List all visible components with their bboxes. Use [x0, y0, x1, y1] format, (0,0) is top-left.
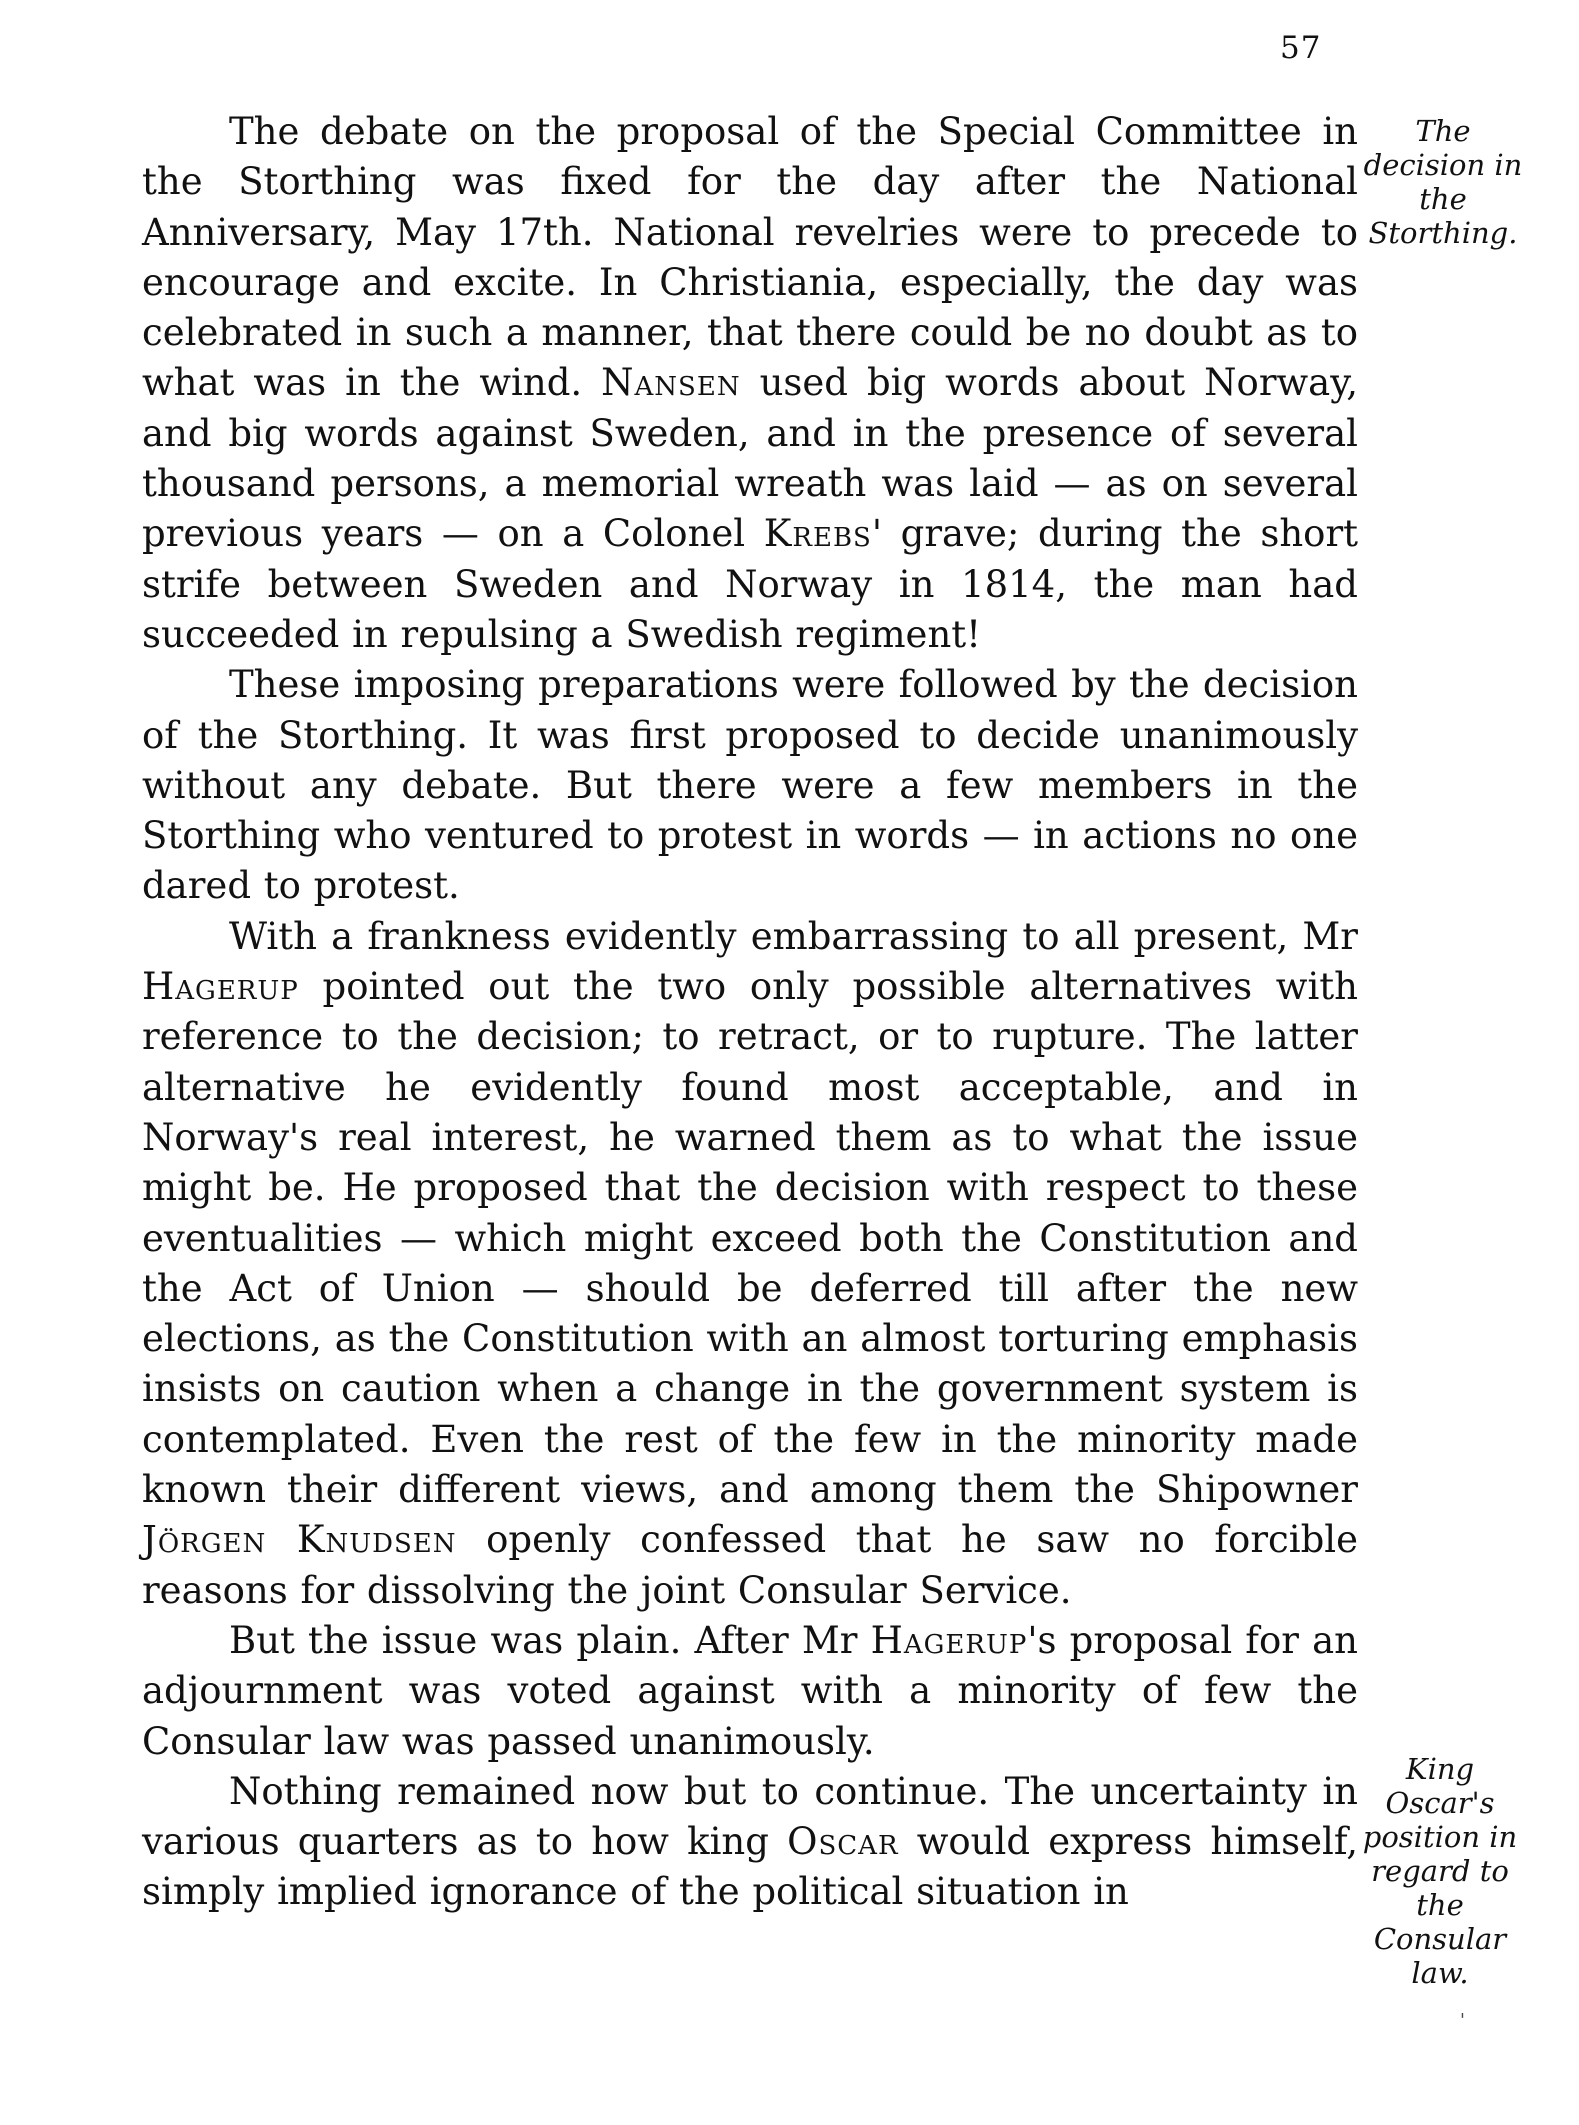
text-run: pointed out the two only possible alternatives with reference to the decision; to retract, or to rupture. The latter alternative he evidently found most acceptable, and in Norway's real interest, he warned them as to what the issue might be. He proposed that the decision with respect to these eventualities — which might exceed both the Constitution and the Act of Union — should be deferred till after the new elections, as the Constitution with an almost torturing emphasis insists on caution when a change in the government system is contemplated. Even the rest of the few in the minority made known their different views, and among them the Shipowner	[142, 965, 1358, 1512]
name-hagerup: Hagerup	[142, 965, 299, 1009]
margin-note-king-oscar: King Oscar's position in regard to the Consular law.	[1362, 1752, 1518, 1990]
name-hagerup: Hagerup	[870, 1618, 1028, 1662]
page-number: 57	[1280, 30, 1322, 66]
paragraph-debate	[142, 107, 1358, 660]
body-text	[142, 107, 1358, 1918]
text-run: But the issue was plain. After Mr	[229, 1618, 871, 1662]
text-run: openly confessed that he saw no forcible reasons for dissolving the joint Consular Service.	[142, 1518, 1358, 1612]
text-run: The debate on the proposal of the Special Committee in the Storthing was fixed for the day after the National Anniversary, May 17th. National revelries were to precede to encourage and excite. In Christiania, especially, the day was celebrated in such a manner, that there could be no doubt as to what was in the wind.	[142, 110, 1358, 405]
text-run: Nothing remained now but to continue. The uncertainty in various quarters as to how king	[142, 1769, 1358, 1864]
text-run: used big words about Norway, and big words against Sweden, and in the presence of several thousand persons, a memorial wreath was laid — as on several previous years — on a Colonel	[142, 361, 1358, 556]
text-run: would express himself, simply implied ignorance of the political situation in	[142, 1820, 1358, 1914]
name-krebs: Krebs	[763, 512, 872, 556]
name-oscar: Oscar	[787, 1820, 899, 1864]
text-run: With a frankness evidently embarrassing to all present, Mr	[229, 914, 1358, 958]
paragraph-issue	[142, 1616, 1358, 1767]
text-run: ' grave; during the short strife between Sweden and Norway in 1814, the man had succeeded in repulsing a Swedish regiment!	[142, 512, 1358, 656]
paragraph-continue	[142, 1767, 1358, 1918]
margin-note-decision: The decision in the Storthing.	[1363, 114, 1523, 250]
stray-mark: '	[1460, 2010, 1465, 2031]
paragraph-preparations	[142, 660, 1358, 911]
paragraph-hagerup	[142, 912, 1358, 1616]
text-run: These imposing preparations were followed by the decision of the Storthing. It was first proposed to decide unanimously without any debate. But there were a few members in the Storthing who ventured to protest in words — in actions no one dared to protest.	[142, 663, 1358, 908]
name-nansen: Nansen	[601, 361, 741, 405]
name-jorgen-knudsen: Jörgen Knudsen	[142, 1518, 457, 1562]
text-run: 's proposal for an adjournment was voted against with a minority of few the Consular law was passed unanimously.	[142, 1618, 1358, 1763]
